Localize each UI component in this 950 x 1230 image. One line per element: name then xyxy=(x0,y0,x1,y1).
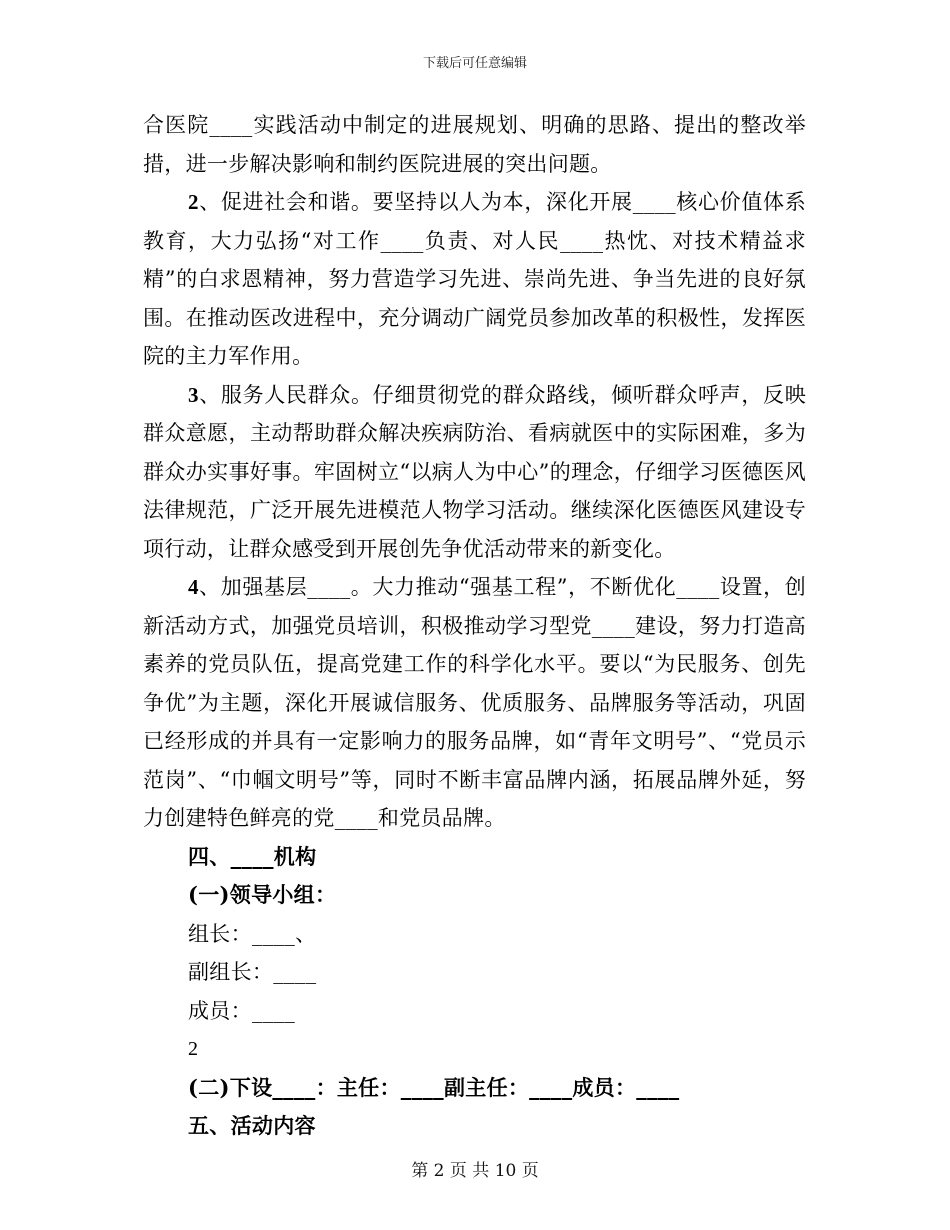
paragraph-item-2 xyxy=(143,183,806,376)
item-number: 2 xyxy=(188,190,199,214)
item-number: 4 xyxy=(188,575,199,599)
members-line: 成员：____ xyxy=(188,998,296,1023)
paragraph-item-3 xyxy=(143,376,806,569)
paragraph-item-4 xyxy=(143,568,806,838)
page-footer: 第 2 页 共 10 页 xyxy=(411,1161,539,1181)
paragraph-text: 、服务人民群众。仔细贯彻党的群众路线，倾听群众呼声，反映群众意愿，主动帮助群众解决疾病防治、看病就医中的实际困难，多为群众办实事好事。牢固树立“以病人为中心”的理念，仔细学习医德医风法律规范，广泛开展先进模范人物学习活动。继续深化医德医风建设专项行动，让群众感受到开展创先争优活动带来的新变化。 xyxy=(143,382,806,561)
page-marker: 2 xyxy=(188,1038,199,1060)
section-heading-4: 四、____机构 xyxy=(188,843,317,869)
section-heading-5: 五、活动内容 xyxy=(188,1113,316,1138)
paragraph-text: 、加强基层____。大力推动“强基工程”，不断优化____设置，创新活动方式，加强党员培训，积极推动学习型党____建设，努力打造高素养的党员队伍，提高党建工作的科学化水平。要以“为民服务、创先争优”为主题，深化开展诚信服务、优质服务、品牌服务等活动，巩固已经形成的并具有一定影响力的服务品牌，如“青年文明号”、“党员示范岗”、“巾帼文明号”等，同时不断丰富品牌内涵，拓展品牌外延，努力创建特色鲜亮的党____和党员品牌。 xyxy=(143,575,806,830)
page-header: 下载后可任意编辑 xyxy=(422,56,527,71)
subsection-heading-leadership: (一)领导小组： xyxy=(188,882,337,907)
paragraph-text: 、促进社会和谐。要坚持以人为本，深化开展____核心价值体系教育，大力弘扬“对工作____负责、对人民____热忱、对技术精益求精”的白求恩精神，努力营造学习先进、崇尚先进、争当先进的良好氛围。在推动医改进程中，充分调动广阔党员参加改革的积极性，发挥医院的主力军作用。 xyxy=(143,190,806,368)
document-body xyxy=(143,106,806,1146)
vice-leader-line: 副组长：____ xyxy=(188,960,317,984)
subsection-heading-office: (二)下设____：主任：____副主任：____成员：____ xyxy=(188,1074,680,1100)
paragraph-continuation: 合医院____实践活动中制定的进展规划、明确的思路、提出的整改举措，进一步解决影响和制约医院进展的突出问题。 xyxy=(143,113,806,176)
item-number: 3 xyxy=(188,382,199,407)
leader-line: 组长：____、 xyxy=(188,921,317,946)
